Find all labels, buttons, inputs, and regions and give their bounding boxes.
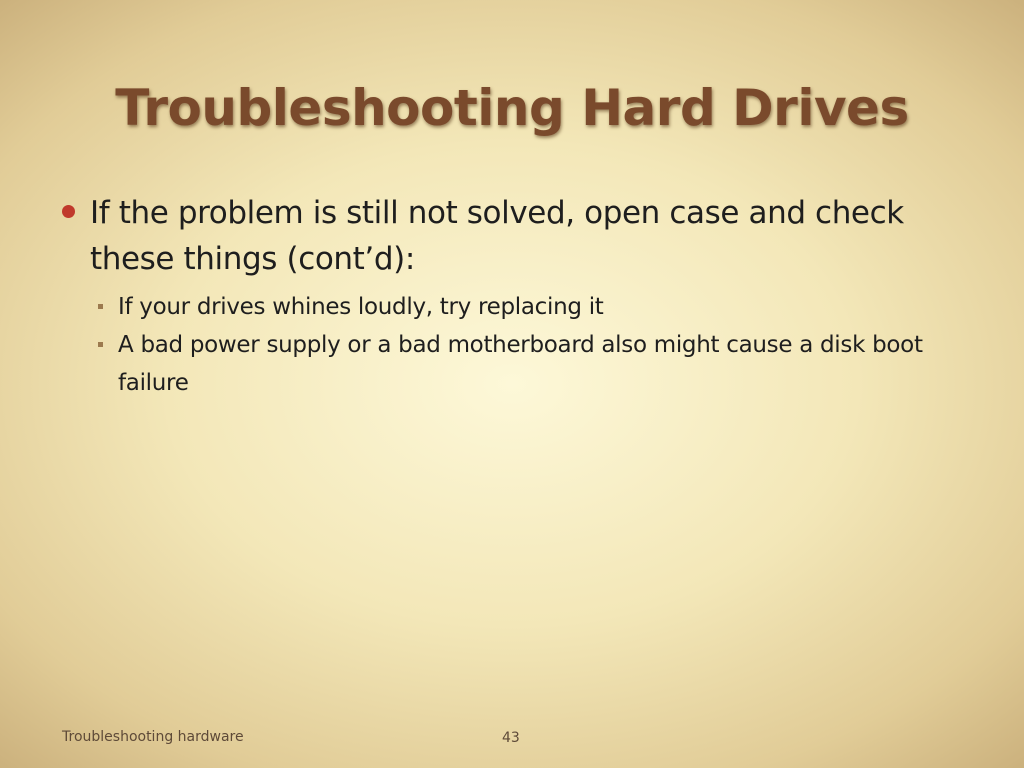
slide-content bbox=[60, 190, 940, 402]
sub-bullet-item bbox=[90, 326, 940, 402]
sub-bullet-item bbox=[90, 288, 940, 326]
bullet-text: If the problem is still not solved, open case and check these things (cont’d): bbox=[90, 195, 904, 277]
square-bullet-icon bbox=[98, 342, 103, 347]
footer-text: Troubleshooting hardware bbox=[62, 729, 244, 745]
slide-title: Troubleshooting Hard Drives bbox=[115, 79, 909, 137]
sub-bullet-text: A bad power supply or a bad motherboard also might cause a disk boot failure bbox=[118, 332, 923, 396]
bullet-item bbox=[60, 190, 940, 282]
bullet-dot-icon bbox=[62, 205, 75, 218]
sub-bullet-text: If your drives whines loudly, try replacing it bbox=[118, 294, 604, 320]
square-bullet-icon bbox=[98, 304, 103, 309]
sub-bullet-list bbox=[60, 288, 940, 402]
page-number: 43 bbox=[502, 730, 520, 746]
